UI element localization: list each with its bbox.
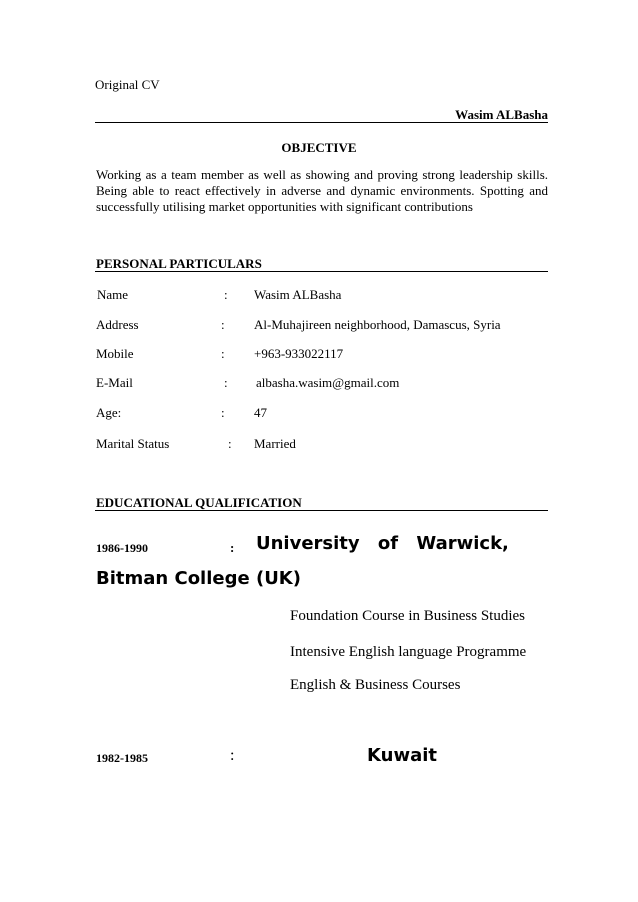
objective-line: successfully utilising market opportunities with significant contributions — [96, 199, 473, 214]
education-institution: University of Warwick, — [256, 533, 509, 554]
personal-divider — [95, 271, 548, 272]
row-label-age: Age: — [96, 405, 122, 420]
candidate-name: Wasim ALBasha — [455, 107, 548, 122]
objective-text — [96, 167, 548, 215]
education-institution-continued: Bitman College (UK) — [96, 568, 301, 589]
row-separator: : — [221, 405, 225, 420]
document-label: Original CV — [95, 77, 160, 92]
row-label-mobile: Mobile — [96, 346, 134, 361]
objective-title: OBJECTIVE — [281, 140, 357, 155]
row-value-mobile: +963-933022117 — [254, 346, 344, 361]
row-value-name: Wasim ALBasha — [254, 287, 342, 302]
education-title: EDUCATIONAL QUALIFICATION — [96, 495, 302, 510]
row-separator: : — [221, 317, 225, 332]
row-value-address: Al-Muhajireen neighborhood, Damascus, Syria — [254, 317, 501, 332]
row-separator: : — [228, 436, 232, 451]
header-divider — [95, 122, 548, 123]
objective-line: Being able to react effectively in adverse and dynamic environments. Spotting and — [96, 183, 548, 198]
education-years: 1982-1985 — [96, 751, 148, 765]
course-item: Foundation Course in Business Studies — [290, 608, 526, 624]
education-separator: : — [230, 747, 235, 764]
personal-title: PERSONAL PARTICULARS — [96, 256, 262, 271]
course-item: Intensive English language Programme — [290, 644, 527, 660]
row-separator: : — [221, 346, 225, 361]
education-years: 1986-1990 — [96, 541, 148, 555]
row-label-name: Name — [97, 287, 129, 302]
row-separator: : — [224, 287, 228, 302]
row-separator: : — [224, 375, 228, 390]
education-separator: : — [230, 540, 235, 555]
row-value-age: 47 — [254, 405, 267, 420]
row-label-marital-status: Marital Status — [96, 436, 170, 451]
row-value-marital-status: Married — [254, 436, 296, 451]
row-label-email: E-Mail — [96, 375, 133, 390]
row-value-email: albasha.wasim@gmail.com — [256, 375, 400, 390]
course-item: English & Business Courses — [290, 677, 461, 693]
education-divider — [95, 510, 548, 511]
row-label-address: Address — [96, 317, 139, 332]
education-institution: Kuwait — [367, 745, 437, 766]
objective-line: Working as a team member as well as showing and proving strong leadership skills. — [96, 167, 548, 182]
